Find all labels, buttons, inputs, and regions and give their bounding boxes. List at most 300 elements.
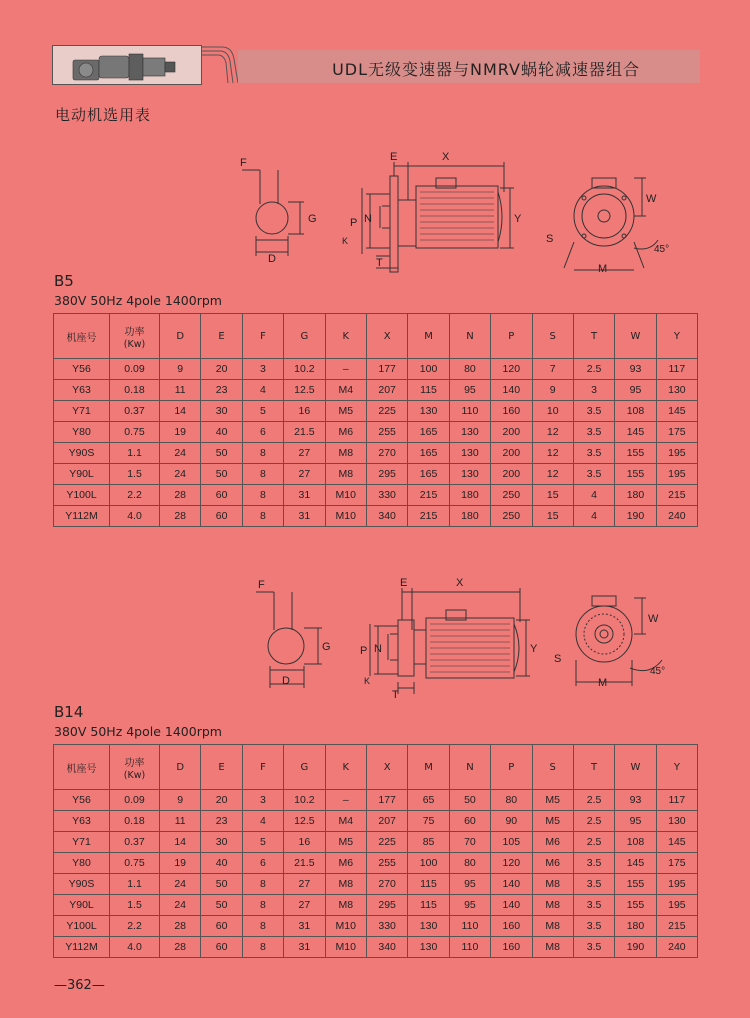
table-cell: 30 xyxy=(201,832,242,853)
table-cell: 70 xyxy=(449,832,490,853)
table-cell: 177 xyxy=(366,790,407,811)
table-cell: 3.5 xyxy=(573,853,614,874)
header-G: G xyxy=(284,745,325,790)
table-cell: 60 xyxy=(201,916,242,937)
table-cell: 31 xyxy=(284,916,325,937)
table-cell: 65 xyxy=(408,790,449,811)
table-cell: 180 xyxy=(449,485,490,506)
table-cell: 330 xyxy=(366,916,407,937)
table-cell: 3.5 xyxy=(573,464,614,485)
table-cell: 8 xyxy=(242,874,283,895)
table-cell: 9 xyxy=(160,790,201,811)
table-row xyxy=(54,464,698,485)
table-cell: 1.5 xyxy=(110,464,160,485)
table-cell: 6 xyxy=(242,853,283,874)
table-cell: 115 xyxy=(408,895,449,916)
table-cell: 27 xyxy=(284,464,325,485)
table-cell: 23 xyxy=(201,811,242,832)
table-cell: M6 xyxy=(532,853,573,874)
table-cell: M6 xyxy=(325,422,366,443)
table-cell: 3 xyxy=(242,359,283,380)
table-cell: M5 xyxy=(532,811,573,832)
table-cell: 60 xyxy=(201,937,242,958)
table-cell: M10 xyxy=(325,506,366,527)
table-cell: 207 xyxy=(366,811,407,832)
table-cell: 110 xyxy=(449,401,490,422)
table-cell: 3.5 xyxy=(573,874,614,895)
table-cell: M5 xyxy=(325,832,366,853)
table-cell: Y90L xyxy=(54,895,110,916)
table-cell: 8 xyxy=(242,485,283,506)
table-cell: 90 xyxy=(491,811,532,832)
table-cell: 130 xyxy=(408,937,449,958)
header-T: T xyxy=(573,745,614,790)
header-G: G xyxy=(284,314,325,359)
table-cell: 12.5 xyxy=(284,811,325,832)
table-cell: Y80 xyxy=(54,422,110,443)
table-cell: 27 xyxy=(284,895,325,916)
table-cell: 160 xyxy=(491,401,532,422)
table-cell: 3.5 xyxy=(573,895,614,916)
table-cell: 117 xyxy=(656,359,697,380)
header-K: K xyxy=(325,745,366,790)
table-cell: 8 xyxy=(242,916,283,937)
table-row xyxy=(54,401,698,422)
table-row xyxy=(54,853,698,874)
header-K: K xyxy=(325,314,366,359)
section-title: 电动机选用表 xyxy=(55,106,152,124)
table-cell: 9 xyxy=(160,359,201,380)
table-cell: 20 xyxy=(201,359,242,380)
table-cell: 3 xyxy=(242,790,283,811)
table-cell: 200 xyxy=(491,464,532,485)
table-cell: 14 xyxy=(160,832,201,853)
b14-table-body xyxy=(54,790,698,958)
table-cell: 9 xyxy=(532,380,573,401)
table-row xyxy=(54,443,698,464)
table-cell: 31 xyxy=(284,485,325,506)
table-cell: 23 xyxy=(201,380,242,401)
table-cell: M8 xyxy=(532,874,573,895)
table-cell: 340 xyxy=(366,506,407,527)
table-row xyxy=(54,895,698,916)
table-cell: 50 xyxy=(449,790,490,811)
table-cell: 130 xyxy=(449,422,490,443)
table-cell: 60 xyxy=(201,485,242,506)
table-cell: 190 xyxy=(615,937,656,958)
table-cell: 240 xyxy=(656,937,697,958)
table-row xyxy=(54,359,698,380)
table-cell: 8 xyxy=(242,464,283,485)
table-cell: 28 xyxy=(160,506,201,527)
table-cell: 270 xyxy=(366,874,407,895)
header-D: D xyxy=(160,314,201,359)
table-cell: 140 xyxy=(491,874,532,895)
table-cell: 160 xyxy=(491,916,532,937)
table-row xyxy=(54,937,698,958)
table-cell: 12 xyxy=(532,422,573,443)
b14-label-Y: Y xyxy=(530,643,538,655)
table-row xyxy=(54,874,698,895)
b5-model-label: B5 xyxy=(54,272,74,290)
table-cell: Y100L xyxy=(54,916,110,937)
table-header-row xyxy=(54,745,698,790)
table-cell: Y112M xyxy=(54,937,110,958)
b5-dimension-drawing xyxy=(230,148,670,280)
table-cell: 177 xyxy=(366,359,407,380)
table-cell: 130 xyxy=(408,401,449,422)
table-cell: M8 xyxy=(325,443,366,464)
table-cell: 2.5 xyxy=(573,811,614,832)
table-cell: 95 xyxy=(449,874,490,895)
table-cell: 165 xyxy=(408,443,449,464)
b5-spec-table xyxy=(53,313,698,527)
table-cell: 100 xyxy=(408,359,449,380)
table-cell: 95 xyxy=(449,380,490,401)
table-cell: 31 xyxy=(284,506,325,527)
table-cell: 3.5 xyxy=(573,916,614,937)
table-cell: 2.5 xyxy=(573,832,614,853)
table-cell: M10 xyxy=(325,937,366,958)
table-cell: 40 xyxy=(201,853,242,874)
b5-label-D: D xyxy=(268,253,276,265)
table-cell: 2.2 xyxy=(110,485,160,506)
b14-label-K: K xyxy=(364,676,371,686)
header-X: X xyxy=(366,745,407,790)
table-cell: – xyxy=(325,790,366,811)
table-cell: M4 xyxy=(325,380,366,401)
b14-dimension-drawing xyxy=(230,576,670,708)
header-N: N xyxy=(449,745,490,790)
header-S: S xyxy=(532,314,573,359)
table-cell: 3.5 xyxy=(573,401,614,422)
table-cell: 24 xyxy=(160,443,201,464)
table-cell: 215 xyxy=(408,485,449,506)
table-cell: 225 xyxy=(366,832,407,853)
b14-label-W: W xyxy=(648,613,659,625)
table-cell: Y80 xyxy=(54,853,110,874)
table-cell: 15 xyxy=(532,506,573,527)
table-cell: 28 xyxy=(160,485,201,506)
table-row xyxy=(54,380,698,401)
b5-label-W: W xyxy=(646,193,657,205)
table-cell: M10 xyxy=(325,916,366,937)
table-cell: 200 xyxy=(491,422,532,443)
table-cell: M8 xyxy=(325,874,366,895)
table-cell: 95 xyxy=(449,895,490,916)
table-cell: 80 xyxy=(491,790,532,811)
table-cell: Y90S xyxy=(54,443,110,464)
table-cell: 130 xyxy=(408,916,449,937)
b14-label-P: P xyxy=(360,645,368,657)
table-cell: Y90S xyxy=(54,874,110,895)
header-S: S xyxy=(532,745,573,790)
header-F: F xyxy=(242,745,283,790)
b14-label-X: X xyxy=(456,577,464,589)
table-cell: 195 xyxy=(656,443,697,464)
table-cell: 50 xyxy=(201,895,242,916)
table-cell: Y112M xyxy=(54,506,110,527)
table-cell: 15 xyxy=(532,485,573,506)
b14-spec-label: 380V 50Hz 4pole 1400rpm xyxy=(54,724,222,739)
table-cell: 215 xyxy=(656,916,697,937)
table-cell: 8 xyxy=(242,937,283,958)
table-cell: 120 xyxy=(491,359,532,380)
table-cell: 80 xyxy=(449,359,490,380)
table-cell: 108 xyxy=(615,401,656,422)
table-cell: 180 xyxy=(615,485,656,506)
table-cell: 250 xyxy=(491,485,532,506)
table-cell: 28 xyxy=(160,916,201,937)
table-cell: 195 xyxy=(656,874,697,895)
table-cell: 180 xyxy=(449,506,490,527)
b5-label-N: N xyxy=(364,213,372,225)
table-cell: 130 xyxy=(656,811,697,832)
table-cell: 145 xyxy=(656,832,697,853)
table-cell: 19 xyxy=(160,853,201,874)
table-cell: Y56 xyxy=(54,359,110,380)
table-cell: 21.5 xyxy=(284,422,325,443)
table-cell: 80 xyxy=(449,853,490,874)
table-cell: Y71 xyxy=(54,832,110,853)
table-row xyxy=(54,832,698,853)
table-cell: 108 xyxy=(615,832,656,853)
table-cell: 140 xyxy=(491,380,532,401)
table-cell: 0.37 xyxy=(110,401,160,422)
table-cell: 24 xyxy=(160,895,201,916)
table-cell: 145 xyxy=(615,422,656,443)
table-cell: 14 xyxy=(160,401,201,422)
table-cell: 155 xyxy=(615,874,656,895)
table-cell: 11 xyxy=(160,811,201,832)
table-cell: Y63 xyxy=(54,380,110,401)
table-cell: 0.09 xyxy=(110,790,160,811)
table-cell: 195 xyxy=(656,464,697,485)
table-cell: 16 xyxy=(284,401,325,422)
table-cell: 4 xyxy=(573,506,614,527)
table-cell: 0.09 xyxy=(110,359,160,380)
table-cell: 2.5 xyxy=(573,359,614,380)
page-header xyxy=(52,45,700,85)
table-cell: M4 xyxy=(325,811,366,832)
table-cell: 60 xyxy=(201,506,242,527)
header-E: E xyxy=(201,314,242,359)
table-cell: Y71 xyxy=(54,401,110,422)
table-cell: 50 xyxy=(201,464,242,485)
table-cell: 250 xyxy=(491,506,532,527)
table-cell: 30 xyxy=(201,401,242,422)
b14-label-angle: 45° xyxy=(650,666,666,677)
b14-spec-table xyxy=(53,744,698,958)
table-cell: 2.5 xyxy=(573,790,614,811)
table-cell: 1.1 xyxy=(110,874,160,895)
header-X: X xyxy=(366,314,407,359)
header-N: N xyxy=(449,314,490,359)
table-cell: Y90L xyxy=(54,464,110,485)
table-cell: 5 xyxy=(242,832,283,853)
table-cell: 0.37 xyxy=(110,832,160,853)
table-cell: 3.5 xyxy=(573,937,614,958)
table-cell: 295 xyxy=(366,464,407,485)
header-frame: 机座号 xyxy=(54,314,110,359)
table-cell: M6 xyxy=(325,853,366,874)
table-cell: 8 xyxy=(242,506,283,527)
table-cell: 0.75 xyxy=(110,422,160,443)
table-cell: M6 xyxy=(532,832,573,853)
table-cell: 175 xyxy=(656,422,697,443)
table-header-row xyxy=(54,314,698,359)
table-cell: 140 xyxy=(491,895,532,916)
product-logo-image xyxy=(52,45,202,85)
table-cell: M8 xyxy=(532,916,573,937)
table-cell: 4.0 xyxy=(110,506,160,527)
table-cell: M8 xyxy=(532,937,573,958)
table-cell: 60 xyxy=(449,811,490,832)
b5-label-E: E xyxy=(390,151,398,163)
table-cell: 4 xyxy=(242,811,283,832)
page-number: —362— xyxy=(54,978,105,993)
header-W: W xyxy=(615,314,656,359)
table-row xyxy=(54,422,698,443)
table-cell: 4 xyxy=(573,485,614,506)
table-cell: 165 xyxy=(408,464,449,485)
table-row xyxy=(54,811,698,832)
table-cell: 10.2 xyxy=(284,359,325,380)
table-cell: 1.5 xyxy=(110,895,160,916)
table-cell: 255 xyxy=(366,422,407,443)
b5-label-F: F xyxy=(240,157,247,169)
header-M: M xyxy=(408,314,449,359)
table-cell: 117 xyxy=(656,790,697,811)
table-cell: M8 xyxy=(532,895,573,916)
header-stripes-decoration xyxy=(202,45,242,85)
table-cell: 160 xyxy=(491,937,532,958)
table-cell: 100 xyxy=(408,853,449,874)
table-cell: M10 xyxy=(325,485,366,506)
table-row xyxy=(54,790,698,811)
table-cell: M5 xyxy=(532,790,573,811)
table-cell: 93 xyxy=(615,359,656,380)
b5-label-T: T xyxy=(376,257,383,269)
table-cell: 115 xyxy=(408,380,449,401)
header-D: D xyxy=(160,745,201,790)
b5-label-X: X xyxy=(442,151,450,163)
table-cell: 4.0 xyxy=(110,937,160,958)
b5-label-P: P xyxy=(350,217,358,229)
table-row xyxy=(54,485,698,506)
table-cell: 255 xyxy=(366,853,407,874)
header-T: T xyxy=(573,314,614,359)
table-cell: 2.2 xyxy=(110,916,160,937)
table-cell: 21.5 xyxy=(284,853,325,874)
b5-label-M: M xyxy=(598,263,608,275)
table-cell: 130 xyxy=(449,443,490,464)
header-power: 功率 (Kw) xyxy=(110,745,160,790)
table-cell: 27 xyxy=(284,874,325,895)
table-cell: 3 xyxy=(573,380,614,401)
b14-label-S: S xyxy=(554,653,562,665)
header-title: UDL无级变速器与NMRV蜗轮减速器组合 xyxy=(332,60,640,79)
table-row xyxy=(54,506,698,527)
table-cell: 1.1 xyxy=(110,443,160,464)
b14-label-N: N xyxy=(374,643,382,655)
table-cell: 105 xyxy=(491,832,532,853)
header-frame: 机座号 xyxy=(54,745,110,790)
b14-label-T: T xyxy=(392,689,399,701)
table-cell: 95 xyxy=(615,811,656,832)
header-W: W xyxy=(615,745,656,790)
table-cell: 3.5 xyxy=(573,443,614,464)
table-cell: 16 xyxy=(284,832,325,853)
table-cell: 155 xyxy=(615,443,656,464)
table-cell: 225 xyxy=(366,401,407,422)
table-cell: 0.18 xyxy=(110,380,160,401)
header-power: 功率 (Kw) xyxy=(110,314,160,359)
table-cell: 330 xyxy=(366,485,407,506)
b5-label-angle: 45° xyxy=(654,244,670,255)
table-cell: 130 xyxy=(449,464,490,485)
table-cell: Y100L xyxy=(54,485,110,506)
table-cell: 340 xyxy=(366,937,407,958)
table-cell: 12 xyxy=(532,464,573,485)
header-Y: Y xyxy=(656,314,697,359)
table-cell: 12 xyxy=(532,443,573,464)
header-F: F xyxy=(242,314,283,359)
table-cell: 180 xyxy=(615,916,656,937)
table-cell: 190 xyxy=(615,506,656,527)
table-cell: 20 xyxy=(201,790,242,811)
b5-label-Y: Y xyxy=(514,213,522,225)
b5-table-body xyxy=(54,359,698,527)
table-cell: 95 xyxy=(615,380,656,401)
table-cell: 145 xyxy=(615,853,656,874)
b5-label-K: K xyxy=(342,236,349,246)
table-cell: 6 xyxy=(242,422,283,443)
table-cell: 4 xyxy=(242,380,283,401)
table-cell: 240 xyxy=(656,506,697,527)
header-E: E xyxy=(201,745,242,790)
table-cell: 295 xyxy=(366,895,407,916)
table-cell: M8 xyxy=(325,895,366,916)
table-cell: 40 xyxy=(201,422,242,443)
table-cell: 215 xyxy=(408,506,449,527)
table-cell: 27 xyxy=(284,443,325,464)
table-cell: 8 xyxy=(242,443,283,464)
table-cell: 175 xyxy=(656,853,697,874)
header-P: P xyxy=(491,745,532,790)
b14-label-F: F xyxy=(258,579,265,591)
table-cell: M5 xyxy=(325,401,366,422)
table-cell: 10 xyxy=(532,401,573,422)
b14-label-M: M xyxy=(598,677,608,689)
table-cell: 130 xyxy=(656,380,697,401)
b14-label-G: G xyxy=(322,641,331,653)
table-cell: 215 xyxy=(656,485,697,506)
b5-label-G: G xyxy=(308,213,317,225)
table-cell: 11 xyxy=(160,380,201,401)
table-cell: 24 xyxy=(160,464,201,485)
table-cell: 5 xyxy=(242,401,283,422)
table-cell: 50 xyxy=(201,874,242,895)
table-cell: 0.18 xyxy=(110,811,160,832)
table-cell: 120 xyxy=(491,853,532,874)
table-cell: 19 xyxy=(160,422,201,443)
table-cell: 165 xyxy=(408,422,449,443)
table-cell: 3.5 xyxy=(573,422,614,443)
header-title-bar xyxy=(238,50,700,83)
b5-label-S: S xyxy=(546,233,554,245)
table-row xyxy=(54,916,698,937)
